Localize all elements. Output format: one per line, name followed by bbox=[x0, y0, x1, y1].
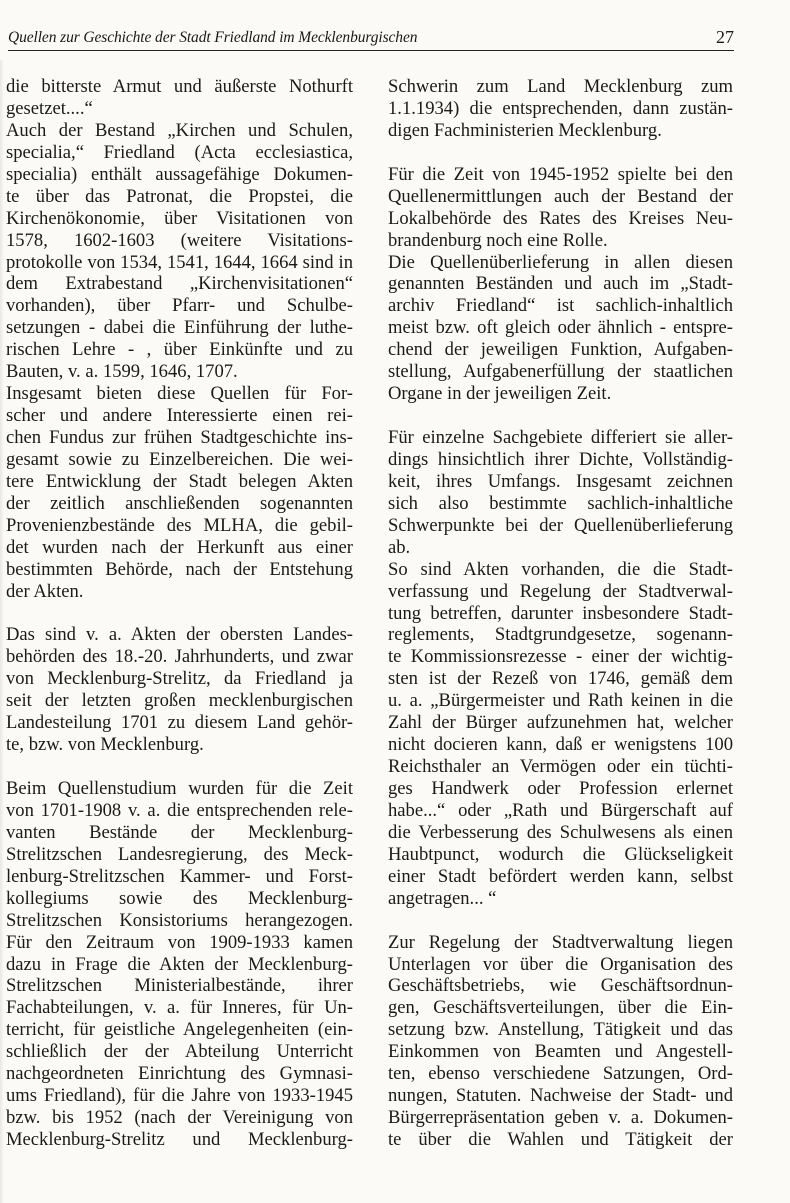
text-line: reglements, Stadtgrundgesetze, sogenann- bbox=[388, 624, 733, 646]
text-line: Mecklenburg-Strelitz und Mecklenburg- bbox=[6, 1129, 353, 1150]
text-line: te Kommissionsrezesse - einer der wichtig- bbox=[388, 646, 733, 668]
text-line: chend der jeweiligen Funktion, Aufgaben- bbox=[388, 339, 733, 361]
text-line: chen Fundus zur frühen Stadtgeschichte ins- bbox=[6, 427, 353, 448]
text-line: Strelitzschen Ministerialbestände, ihrer bbox=[6, 975, 353, 997]
text-line: sten ist der Rezeß von 1746, gemäß dem bbox=[388, 668, 733, 690]
text-line: Auch der Bestand „Kirchen und Schulen, bbox=[6, 119, 353, 141]
text-line: terricht, für geistliche Angelegenheiten (ein- bbox=[6, 1019, 353, 1041]
text-line: Bürgerrepräsentation geben v. a. Dokumen- bbox=[388, 1107, 733, 1129]
text-line: det wurden nach der Herkunft aus einer bbox=[6, 536, 353, 558]
text-line: stellung, Aufgabenerfüllung der staatlichen bbox=[388, 361, 733, 383]
text-line: vanten Bestände der Mecklenburg- bbox=[6, 821, 353, 843]
text-line: tung betreffen, darunter insbesondere Stadt- bbox=[388, 602, 733, 624]
text-line: von Mecklenburg-Strelitz, da Friedland ja bbox=[6, 668, 353, 690]
paragraph-gap bbox=[388, 142, 733, 164]
text-line: seit der letzten großen mecklenburgischen bbox=[6, 690, 353, 712]
text-line: specialia,“ Friedland (Acta ecclesiastica, bbox=[6, 141, 353, 163]
text-line: Landesteilung 1701 zu diesem Land gehör- bbox=[6, 712, 353, 734]
text-line: dem Extrabestand „Kirchenvisitationen“ bbox=[6, 273, 353, 295]
text-line: te über das Patronat, die Propstei, die bbox=[6, 185, 353, 207]
paragraph-gap bbox=[6, 756, 353, 778]
text-line: Für einzelne Sachgebiete differiert sie aller- bbox=[388, 427, 733, 448]
text-line: Lokalbehörde des Rates des Kreises Neu- bbox=[388, 207, 733, 229]
text-line: ten, ebenso verschiedene Satzungen, Ord- bbox=[388, 1063, 733, 1085]
text-line: Schwerpunkte bei der Quellenüberlieferung bbox=[388, 514, 733, 536]
text-line: Bauten, v. a. 1599, 1646, 1707. bbox=[6, 361, 238, 383]
paragraph-gap bbox=[388, 910, 733, 932]
text-line: So sind Akten vorhanden, die die Stadt- bbox=[388, 558, 733, 580]
text-line: bzw. bis 1952 (nach der Vereinigung von bbox=[6, 1107, 353, 1129]
text-line: Strelitzschen Konsistoriums herangezogen. bbox=[6, 909, 353, 931]
text-line: te, bzw. von Mecklenburg. bbox=[6, 734, 204, 756]
text-line: lenburg-Strelitzschen Kammer- und Forst- bbox=[6, 865, 353, 887]
text-line: verfassung und Regelung der Stadtverwal- bbox=[388, 580, 733, 602]
text-line: digen Fachministerien Mecklenburg. bbox=[388, 119, 662, 141]
text-line: angetragen... “ bbox=[388, 887, 497, 909]
page-header bbox=[8, 26, 734, 51]
text-line: Haubtpunct, wodurch die Glückseligkeit bbox=[388, 843, 733, 865]
page-number: 27 bbox=[716, 27, 734, 47]
text-line: Das sind v. a. Akten der obersten Landes- bbox=[6, 624, 353, 646]
text-line: brandenburg noch eine Rolle. bbox=[388, 229, 608, 251]
text-line: die bitterste Armut und äußerste Nothurft bbox=[6, 76, 353, 97]
text-line: Einkommen von Beamten und Angestell- bbox=[388, 1041, 733, 1063]
text-line: Zur Regelung der Stadtverwaltung liegen bbox=[388, 931, 733, 953]
text-line: gesamt sowie zu Einzelbereichen. Die wei- bbox=[6, 448, 353, 470]
text-line: behörden des 18.-20. Jahrhunderts, und zwar bbox=[6, 646, 353, 668]
right-text-column bbox=[388, 76, 733, 1151]
text-line: 1578, 1602-1603 (weitere Visitations- bbox=[6, 229, 353, 251]
text-line: Kirchenökonomie, über Visitationen von bbox=[6, 207, 353, 229]
text-line: archiv Friedland“ ist sachlich-inhaltlich bbox=[388, 295, 733, 317]
text-line: Insgesamt bieten diese Quellen für For- bbox=[6, 383, 353, 405]
running-head-title: Quellen zur Geschichte der Stadt Friedland im Mecklenburgischen bbox=[8, 29, 418, 46]
text-line: habe...“ oder „Rath und Bürgerschaft auf bbox=[388, 799, 733, 821]
text-line: Beim Quellenstudium wurden für die Zeit bbox=[6, 778, 353, 799]
text-line: nachgeordneten Einrichtung des Gymnasi- bbox=[6, 1063, 353, 1085]
paragraph-gap bbox=[388, 405, 733, 427]
text-line: bestimmten Behörde, nach der Entstehung bbox=[6, 558, 353, 580]
text-line: ums Friedland), für die Jahre von 1933-1945 bbox=[6, 1085, 353, 1107]
text-line: tere Entwicklung der Stadt belegen Akten bbox=[6, 470, 353, 492]
text-line: Quellenermittlungen auch der Bestand der bbox=[388, 185, 733, 207]
text-line: ab. bbox=[388, 536, 411, 558]
text-line: von 1701-1908 v. a. die entsprechenden rele- bbox=[6, 799, 353, 821]
text-line: der Akten. bbox=[6, 580, 84, 602]
text-line: protokolle von 1534, 1541, 1644, 1664 sind in bbox=[6, 251, 353, 273]
text-line: Schwerin zum Land Mecklenburg zum bbox=[388, 76, 733, 97]
text-line: scher und andere Interessierte einen rei- bbox=[6, 405, 353, 427]
text-line: specialia) enthält aussagefähige Dokumen- bbox=[6, 163, 353, 185]
text-line: Organe in der jeweiligen Zeit. bbox=[388, 383, 612, 405]
text-line: gesetzet....“ bbox=[6, 97, 93, 119]
text-line: sich also bestimmte sachlich-inhaltliche bbox=[388, 492, 733, 514]
text-line: Unterlagen vor über die Organisation des bbox=[388, 953, 733, 975]
text-line: schließlich der der Abteilung Unterricht bbox=[6, 1041, 353, 1063]
text-line: 1.1.1934) die entsprechenden, dann zustän- bbox=[388, 97, 733, 119]
text-line: keit, ihres Umfangs. Insgesamt zeichnen bbox=[388, 470, 733, 492]
text-line: Für die Zeit von 1945-1952 spielte bei den bbox=[388, 163, 733, 185]
text-line: ges Handwerk oder Profession erlernet bbox=[388, 778, 733, 799]
text-line: u. a. „Bürgermeister und Rath keinen in die bbox=[388, 690, 733, 712]
text-line: Reichsthaler an Vermögen oder ein tüchti- bbox=[388, 756, 733, 778]
text-line: Provenienzbestände des MLHA, die gebil- bbox=[6, 514, 353, 536]
text-line: meist bzw. oft gleich oder ähnlich - entspre- bbox=[388, 317, 733, 339]
text-line: einer Stadt befördert werden kann, selbst bbox=[388, 865, 733, 887]
text-line: der zeitlich anschließenden sogenannten bbox=[6, 492, 353, 514]
text-line: nungen, Statuten. Nachweise der Stadt- und bbox=[388, 1085, 733, 1107]
text-line: Strelitzschen Landesregierung, des Meck- bbox=[6, 843, 353, 865]
text-line: vorhanden), über Pfarr- und Schulbe- bbox=[6, 295, 353, 317]
text-line: kollegiums sowie des Mecklenburg- bbox=[6, 887, 353, 909]
text-line: genannten Beständen und auch im „Stadt- bbox=[388, 273, 733, 295]
scan-gutter-shadow bbox=[0, 60, 4, 1203]
text-line: nicht docieren kann, daß er wenigstens 100 bbox=[388, 734, 733, 756]
text-line: Geschäftsbetriebs, wie Geschäftsordnun- bbox=[388, 975, 733, 997]
text-line: dazu in Frage die Akten der Mecklenburg- bbox=[6, 953, 353, 975]
text-line: setzung bzw. Anstellung, Tätigkeit und das bbox=[388, 1019, 733, 1041]
text-line: setzungen - dabei die Einführung der luthe- bbox=[6, 317, 353, 339]
text-line: die Verbesserung des Schulwesens als einen bbox=[388, 821, 733, 843]
text-line: Zahl der Bürger aufzunehmen hat, welcher bbox=[388, 712, 733, 734]
text-line: Die Quellenüberlieferung in allen diesen bbox=[388, 251, 733, 273]
text-line: Fachabteilungen, v. a. für Inneres, für Un- bbox=[6, 997, 353, 1019]
text-line: te über die Wahlen und Tätigkeit der bbox=[388, 1129, 733, 1150]
text-line: Für den Zeitraum von 1909-1933 kamen bbox=[6, 931, 353, 953]
paragraph-gap bbox=[6, 603, 353, 625]
left-text-column bbox=[6, 76, 353, 1151]
text-line: dings hinsichtlich ihrer Dichte, Vollständig- bbox=[388, 448, 733, 470]
text-line: gen, Geschäftsverteilungen, über die Ein- bbox=[388, 997, 733, 1019]
text-line: rischen Lehre - , über Einkünfte und zu bbox=[6, 339, 353, 361]
